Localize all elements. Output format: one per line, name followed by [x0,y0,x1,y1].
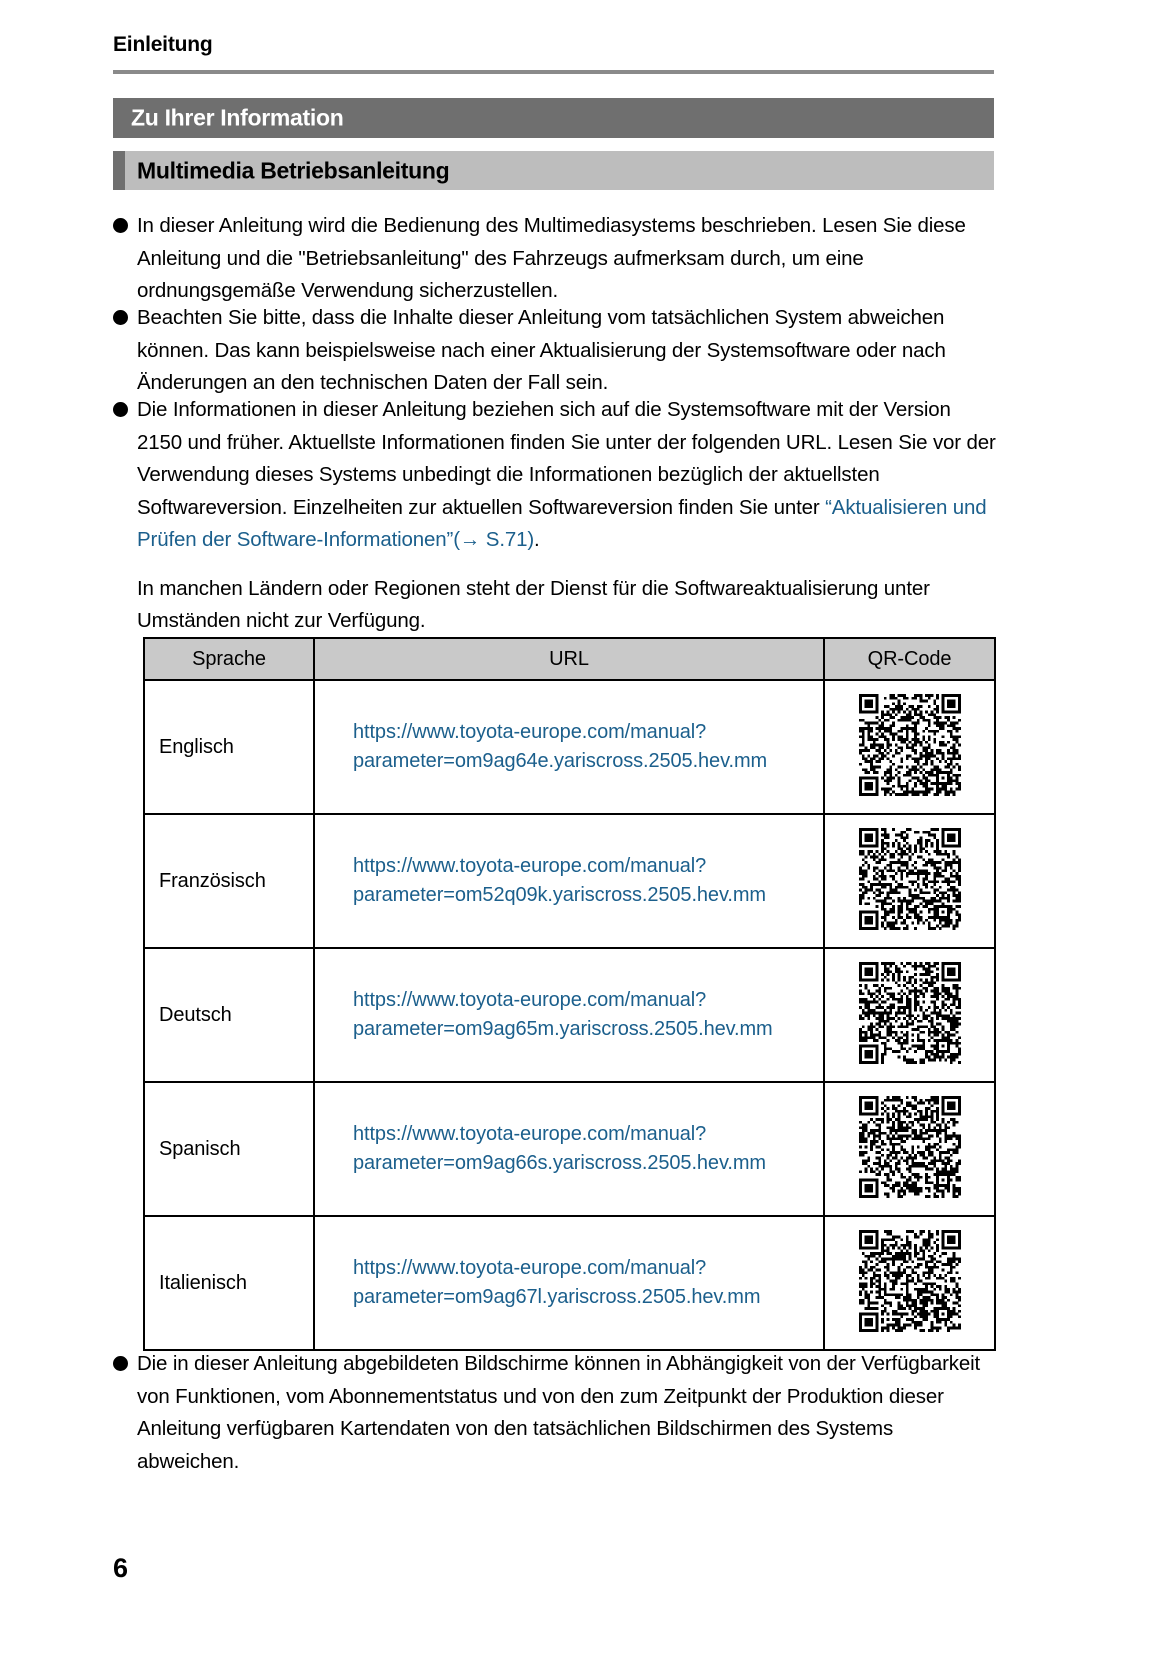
bullet-dot-icon [113,1356,128,1371]
qr-code-franzoesisch-icon [859,828,961,930]
bullet-text-group [137,394,997,638]
cell-qr-code [824,814,995,948]
cell-qr-code [824,1082,995,1216]
bullet-subparagraph: In manchen Ländern oder Regionen steht der Dienst für die Softwareaktualisierung unter Umständen nicht zur Verfügung. [137,576,930,632]
qr-code-spanisch-icon [859,1096,961,1198]
url-line-1: https://www.toyota-europe.com/manual? [353,989,707,1011]
bullet-text: Die in dieser Anleitung abgebildeten Bildschirme können in Abhängigkeit von der Verfügbarkeit von Funktionen, vom Abonnementstatus und von den zum Zeitpunkt der Produktion dieser Anleitung verfügbaren Kartendaten von den tatsächlichen Bildschirmen des Systems abweichen. [137,1352,981,1473]
bullet-text: Die Informationen in dieser Anleitung beziehen sich auf die Systemsoftware mit der Version 2150 und früher. Aktuellste Informationen finden Sie unter der folgenden URL. Lesen Sie vor der Verwendung dieses Systems unbedingt die Informationen bezüglich der aktuellsten Softwareversion. Einzelheiten zur aktuellen Softwareversion finden Sie unter [137,398,996,519]
cell-qr-code [824,680,995,814]
qr-code-deutsch-icon [859,962,961,1064]
bullet-item [113,1348,997,1478]
column-header-url: URL [314,638,824,680]
cell-qr-code [824,948,995,1082]
column-header-sprache: Sprache [144,638,314,680]
section-banner-primary-label: Zu Ihrer Information [131,104,344,131]
table-header-row [144,638,995,680]
running-head: Einleitung [113,33,213,56]
url-line-2: parameter=om9ag65m.yariscross.2505.hev.mm [353,1018,773,1040]
bullet-item [113,394,997,638]
cell-language: Italienisch [144,1216,314,1350]
url-line-1: https://www.toyota-europe.com/manual? [353,855,707,877]
section-banner-primary [113,98,994,138]
cell-language: Deutsch [144,948,314,1082]
bullet-text: Beachten Sie bitte, dass die Inhalte dieser Anleitung vom tatsächlichen System abweichen können. Das kann beispielsweise nach einer Aktualisierung der Systemsoftware oder nach Änderungen an den technischen Daten der Fall sein. [137,306,946,394]
bullet-text-tail: . [534,528,540,551]
page-number: 6 [113,1553,129,1583]
url-line-1: https://www.toyota-europe.com/manual? [353,721,707,743]
cell-url[interactable] [314,948,824,1082]
url-line-2: parameter=om9ag66s.yariscross.2505.hev.mm [353,1152,766,1174]
table-row [144,814,995,948]
cell-language: Französisch [144,814,314,948]
bullet-item [113,302,997,400]
section-banner-secondary-marker [113,151,125,190]
bullet-item [113,210,997,308]
url-line-2: parameter=om9ag67l.yariscross.2505.hev.mm [353,1286,761,1308]
qr-code-italienisch-icon [859,1230,961,1332]
header-divider [113,70,994,74]
column-header-qr: QR-Code [824,638,995,680]
table-row [144,680,995,814]
cross-reference-link[interactable]: “Aktualisieren und Prüfen der Software-Informationen”(→ S.71) [137,495,987,551]
cell-url[interactable] [314,680,824,814]
url-line-2: parameter=om52q09k.yariscross.2505.hev.mm [353,884,766,906]
bullet-dot-icon [113,402,128,417]
table-row [144,948,995,1082]
url-line-1: https://www.toyota-europe.com/manual? [353,1257,707,1279]
cell-url[interactable] [314,1216,824,1350]
bullet-text: In dieser Anleitung wird die Bedienung des Multimediasystems beschrieben. Lesen Sie diese Anleitung und die "Betriebsanleitung" des Fahrzeugs aufmerksam durch, um eine ordnungsgemäße Verwendung sicherzustellen. [137,214,966,302]
url-line-1: https://www.toyota-europe.com/manual? [353,1123,707,1145]
table-row [144,1216,995,1350]
section-banner-secondary [113,151,994,190]
cell-url[interactable] [314,1082,824,1216]
cell-url[interactable] [314,814,824,948]
table-row [144,1082,995,1216]
cell-language: Englisch [144,680,314,814]
section-banner-secondary-label: Multimedia Betriebsanleitung [137,157,450,183]
cell-qr-code [824,1216,995,1350]
language-url-table [143,637,996,1351]
qr-code-englisch-icon [859,694,961,796]
bullet-dot-icon [113,218,128,233]
bullet-dot-icon [113,310,128,325]
cell-language: Spanisch [144,1082,314,1216]
url-line-2: parameter=om9ag64e.yariscross.2505.hev.mm [353,750,768,772]
